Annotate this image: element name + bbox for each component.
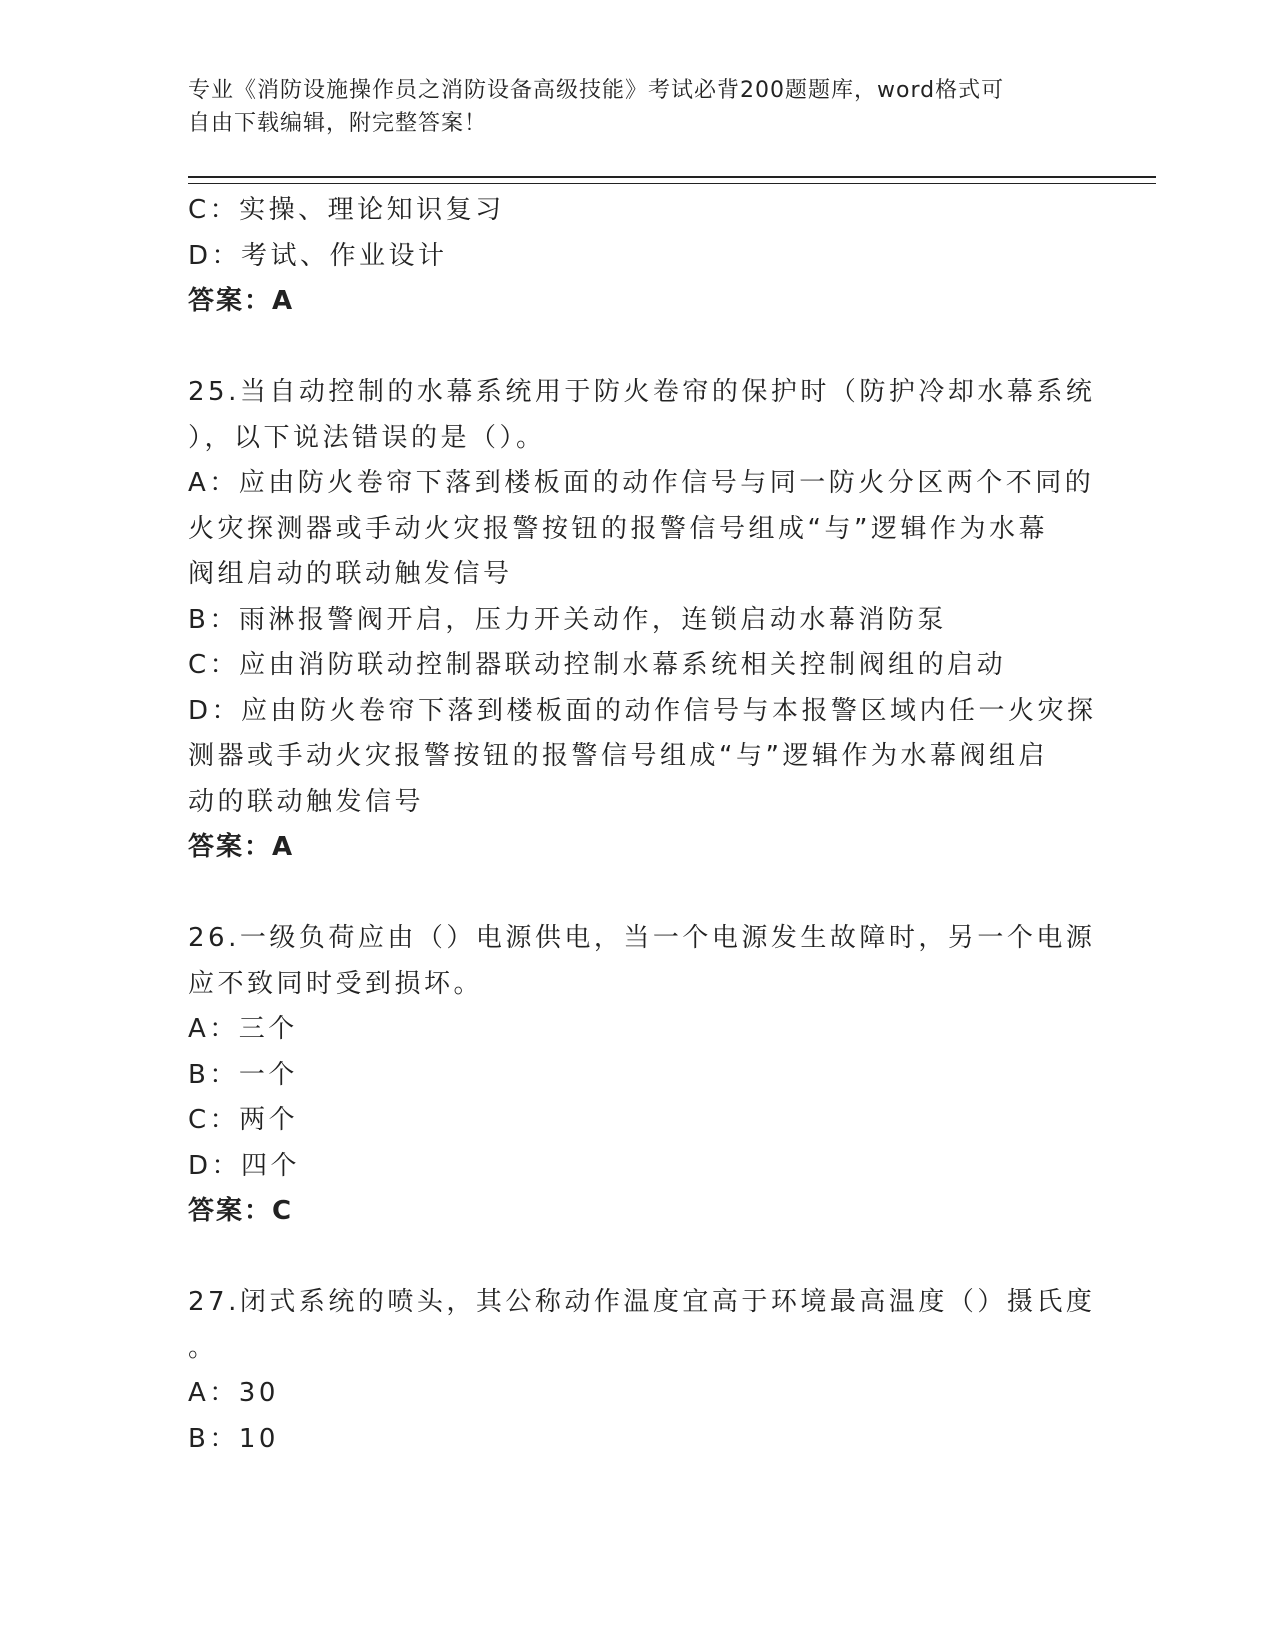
spacer — [188, 1235, 1088, 1281]
q25-answer: 答案：A — [188, 832, 295, 862]
q26-option-c: C：两个 — [188, 1105, 299, 1135]
q27-option-b: B：10 — [188, 1423, 279, 1454]
q27-option-a: A：30 — [188, 1378, 279, 1408]
q24-answer: 答案：A — [188, 286, 295, 316]
q25-option-d-line-2: 测器或手动火灾报警按钮的报警信号组成“与”逻辑作为水幕阀组启 — [188, 741, 1048, 771]
question-25 — [188, 370, 1097, 871]
question-24-tail — [188, 188, 1088, 325]
q27-stem-line-1: 27.闭式系统的喷头，其公称动作温度宜高于环境最高温度（）摄氏度 — [188, 1287, 1096, 1317]
q27-stem-line-2: 。 — [188, 1332, 218, 1363]
q26-stem-line-2: 应不致同时受到损坏。 — [188, 968, 484, 999]
q25-option-a-line-3: 阀组启动的联动触发信号 — [188, 559, 513, 589]
q26-option-b: B：一个 — [188, 1059, 298, 1090]
question-27 — [188, 1280, 1096, 1462]
q25-option-b: B：雨淋报警阀开启，压力开关动作，连锁启动水幕消防泵 — [188, 604, 947, 635]
q25-stem-line-1: 25.当自动控制的水幕系统用于防火卷帘的保护时（防护冷却水幕系统 — [188, 377, 1096, 407]
q25-option-d-line-3: 动的联动触发信号 — [188, 786, 425, 817]
spacer — [188, 325, 1088, 371]
q25-option-a-line-1: A：应由防火卷帘下落到楼板面的动作信号与同一防火分区两个不同的 — [188, 468, 1095, 498]
q26-option-a: A：三个 — [188, 1014, 298, 1044]
q26-answer: 答案：C — [188, 1196, 294, 1226]
q25-stem-line-2: ），以下说法错误的是（）。 — [188, 422, 546, 453]
page-header — [188, 74, 1068, 140]
header-line-2: 自由下载编辑，附完整答案！ — [188, 111, 488, 136]
spacer — [188, 871, 1088, 917]
q25-option-c: C：应由消防联动控制器联动控制水幕系统相关控制阀组的启动 — [188, 650, 1007, 680]
question-26 — [188, 916, 1096, 1235]
q24-option-c: C：实操、理论知识复习 — [188, 195, 505, 225]
q26-stem-line-1: 26.一级负荷应由（）电源供电，当一个电源发生故障时，另一个电源 — [188, 923, 1096, 953]
question-content — [188, 188, 1097, 1462]
q24-option-d: D：考试、作业设计 — [188, 240, 448, 271]
header-line-1: 专业《消防设施操作员之消防设备高级技能》考试必背200题题库，word格式可 — [188, 78, 1005, 103]
q25-option-a-line-2: 火灾探测器或手动火灾报警按钮的报警信号组成“与”逻辑作为水幕 — [188, 513, 1048, 544]
header-divider — [188, 176, 1156, 184]
q26-option-d: D：四个 — [188, 1150, 301, 1181]
q25-option-d-line-1: D：应由防火卷帘下落到楼板面的动作信号与本报警区域内任一火灾探 — [188, 695, 1097, 726]
